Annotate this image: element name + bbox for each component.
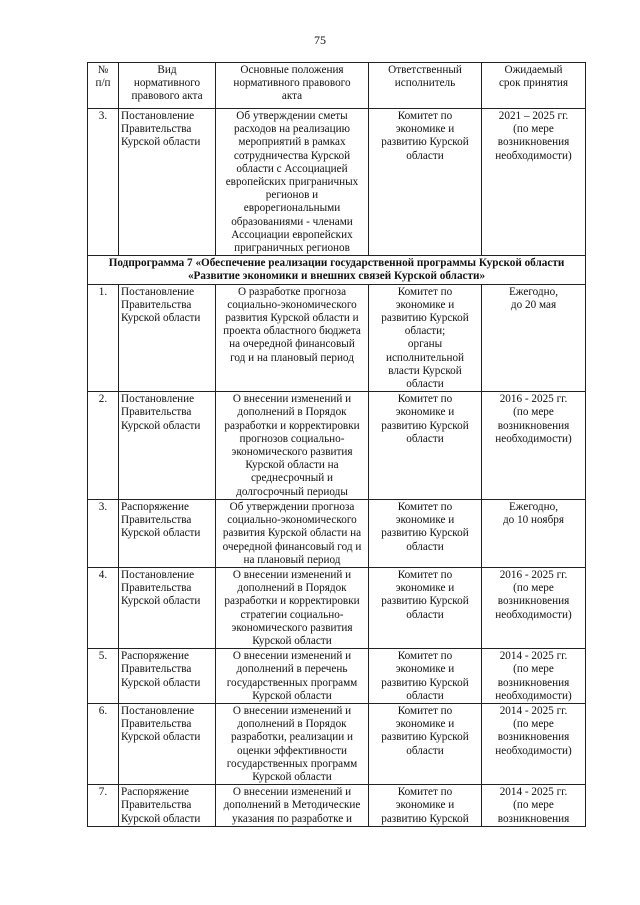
table-row xyxy=(88,703,586,784)
table-row xyxy=(88,284,586,392)
executor-cell: Комитет по экономике и развитию Курской области; органы исполнительной власти Курской области xyxy=(369,284,482,392)
term-cell: 2016 - 2025 гг. (по мере возникновения необходимости) xyxy=(482,392,586,500)
header-act-type: Вид нормативного правового акта xyxy=(119,63,216,109)
executor-cell: Комитет по экономике и развитию Курской xyxy=(369,785,482,827)
provisions-cell: Об утверждении сметы расходов на реализацию мероприятий в рамках сотрудничества Курской области с Ассоциацией европейских приграничных регионов и еврорегиональными образованиями - членами Ассоциации европейских приграничных регионов xyxy=(216,109,369,256)
executor-cell: Комитет по экономике и развитию Курской области xyxy=(369,392,482,500)
subprogram-title: Подпрограмма 7 «Обеспечение реализации государственной программы Курской области «Развитие экономики и внешних связей Курской области» xyxy=(88,256,586,284)
row-number: 4. xyxy=(88,567,119,648)
table-row xyxy=(88,499,586,567)
provisions-cell: О внесении изменений и дополнений в Методические указания по разработке и xyxy=(216,785,369,827)
provisions-cell: О внесении изменений и дополнений в Порядок разработки и корректировки прогнозов социально- экономического развития Курской области на среднесрочный и долгосрочный периоды xyxy=(216,392,369,500)
term-cell: 2014 - 2025 гг. (по мере возникновения xyxy=(482,785,586,827)
act-type-cell: Распоряжение Правительства Курской области xyxy=(119,649,216,704)
table-header-row xyxy=(88,63,586,109)
act-type-cell: Постановление Правительства Курской области xyxy=(119,284,216,392)
row-number: 1. xyxy=(88,284,119,392)
executor-cell: Комитет по экономике и развитию Курской области xyxy=(369,567,482,648)
executor-cell: Комитет по экономике и развитию Курской области xyxy=(369,703,482,784)
header-provisions: Основные положения нормативного правового акта xyxy=(216,63,369,109)
provisions-cell: О разработке прогноза социально-экономического развития Курской области и проекта областного бюджета на очередной финансовый год и на плановый период xyxy=(216,284,369,392)
row-number: 2. xyxy=(88,392,119,500)
row-number: 5. xyxy=(88,649,119,704)
executor-cell: Комитет по экономике и развитию Курской области xyxy=(369,499,482,567)
term-cell: 2016 - 2025 гг. (по мере возникновения необходимости) xyxy=(482,567,586,648)
term-cell: 2021 – 2025 гг. (по мере возникновения необходимости) xyxy=(482,109,586,256)
table-body-before xyxy=(88,109,586,256)
term-cell: 2014 - 2025 гг. (по мере возникновения необходимости) xyxy=(482,649,586,704)
provisions-cell: О внесении изменений и дополнений в Порядок разработки, реализации и оценки эффективности государственных программ Курской области xyxy=(216,703,369,784)
act-type-cell: Распоряжение Правительства Курской области xyxy=(119,785,216,827)
table-row xyxy=(88,567,586,648)
page-number: 75 xyxy=(314,33,326,47)
act-type-cell: Постановление Правительства Курской области xyxy=(119,703,216,784)
header-executor: Ответственный исполнитель xyxy=(369,63,482,109)
row-number: 3. xyxy=(88,499,119,567)
executor-cell: Комитет по экономике и развитию Курской области xyxy=(369,649,482,704)
act-type-cell: Постановление Правительства Курской области xyxy=(119,109,216,256)
table-row xyxy=(88,649,586,704)
row-number: 3. xyxy=(88,109,119,256)
table-body-after xyxy=(88,284,586,826)
header-term: Ожидаемый срок принятия xyxy=(482,63,586,109)
term-cell: Ежегодно, до 20 мая xyxy=(482,284,586,392)
act-type-cell: Распоряжение Правительства Курской области xyxy=(119,499,216,567)
executor-cell: Комитет по экономике и развитию Курской области xyxy=(369,109,482,256)
header-num: № п/п xyxy=(88,63,119,109)
provisions-cell: О внесении изменений и дополнений в перечень государственных программ Курской области xyxy=(216,649,369,704)
table-row xyxy=(88,109,586,256)
act-type-cell: Постановление Правительства Курской области xyxy=(119,567,216,648)
table-row xyxy=(88,392,586,500)
table-row xyxy=(88,785,586,827)
row-number: 7. xyxy=(88,785,119,827)
provisions-cell: О внесении изменений и дополнений в Порядок разработки и корректировки стратегии социально- экономического развития Курской области xyxy=(216,567,369,648)
row-number: 6. xyxy=(88,703,119,784)
term-cell: 2014 - 2025 гг. (по мере возникновения необходимости) xyxy=(482,703,586,784)
term-cell: Ежегодно, до 10 ноября xyxy=(482,499,586,567)
act-type-cell: Постановление Правительства Курской области xyxy=(119,392,216,500)
legal-acts-table xyxy=(87,62,586,827)
provisions-cell: Об утверждении прогноза социально-экономического развития Курской области на очередной финансовый год и на плановый период xyxy=(216,499,369,567)
subprogram-row xyxy=(88,256,586,284)
